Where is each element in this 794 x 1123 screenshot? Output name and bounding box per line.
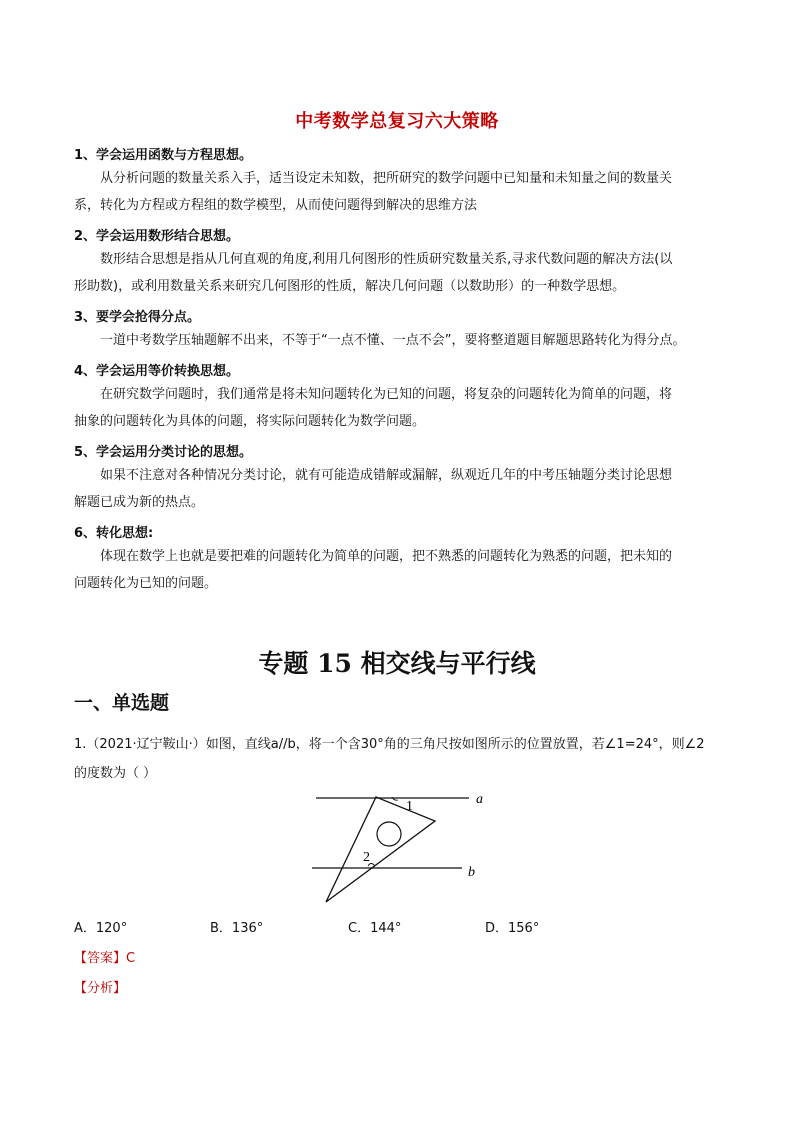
option-d[interactable]: D．156° xyxy=(485,921,540,936)
strategy-6-heading: 6、转化思想: xyxy=(74,526,154,541)
label-2: 2 xyxy=(363,850,370,865)
strategy-4-heading: 4、学会运用等价转换思想。 xyxy=(74,364,240,379)
topic-title: 专题 15 相交线与平行线 xyxy=(258,649,536,678)
text-line: 体现在数学上也就是要把难的问题转化为简单的问题，把不熟悉的问题转化为熟悉的问题，把未知的 xyxy=(100,549,673,564)
triangle-ruler xyxy=(326,797,435,902)
option-b[interactable]: B．136° xyxy=(210,921,264,936)
text-line: 数形结合思想是指从几何直观的角度,利用几何图形的性质研究数量关系,寻求代数问题的解决方法(以 xyxy=(100,252,673,267)
strategy-1-heading: 1、学会运用函数与方程思想。 xyxy=(74,148,253,163)
analysis-line xyxy=(74,977,126,996)
question-line-1: 1.（2021·辽宁鞍山·）如图，直线a//b，将一个含30°角的三角尺按如图所示的位置放置，若∠1=24°，则∠2 xyxy=(74,737,705,752)
label-1: 1 xyxy=(406,799,413,814)
answer-line xyxy=(74,947,135,966)
text-line: 抽象的问题转化为具体的问题，将实际问题转化为数学问题。 xyxy=(74,414,426,429)
text-line: 解题已成为新的热点。 xyxy=(74,495,205,510)
text-line: 形助数)，或利用数量关系来研究几何图形的性质，解决几何问题（以数助形）的一种数学思想。 xyxy=(74,279,626,294)
text-line: 如果不注意对各种情况分类讨论，就有可能造成错解或漏解，纵观近几年的中考压轴题分类讨论思想 xyxy=(100,468,673,483)
option-c[interactable]: C．144° xyxy=(348,921,402,936)
label-a: a xyxy=(476,792,483,807)
strategy-2-heading: 2、学会运用数形结合思想。 xyxy=(74,229,240,244)
text-line: 问题转化为已知的问题。 xyxy=(74,576,218,591)
answer-value: C xyxy=(126,951,136,966)
part-title: 一、单选题 xyxy=(74,692,170,714)
text-line: 从分析问题的数量关系入手，适当设定未知数，把所研究的数学问题中已知量和未知量之间的数量关 xyxy=(100,171,673,186)
label-b: b xyxy=(468,865,475,880)
strategy-3-heading: 3、要学会抢得分点。 xyxy=(74,310,201,325)
analysis-label: 【分析】 xyxy=(74,981,127,996)
strategy-5-heading: 5、学会运用分类讨论的思想。 xyxy=(74,445,253,460)
question-line-2: 的度数为（ ） xyxy=(74,766,157,781)
text-line: 一道中考数学压轴题解不出来，不等于“一点不懂、一点不会”，要将整道题目解题思路转化为得分点。 xyxy=(100,333,686,348)
main-title: 中考数学总复习六大策略 xyxy=(295,111,499,132)
text-line: 系，转化为方程或方程组的数学模型，从而使问题得到解决的思维方法 xyxy=(74,198,478,213)
option-a[interactable]: A．120° xyxy=(74,921,128,936)
text-line: 在研究数学问题时，我们通常是将未知问题转化为已知的问题，将复杂的问题转化为简单的问题，将 xyxy=(100,387,673,402)
answer-label: 【答案】 xyxy=(74,951,127,966)
ruler-hole xyxy=(377,822,401,846)
